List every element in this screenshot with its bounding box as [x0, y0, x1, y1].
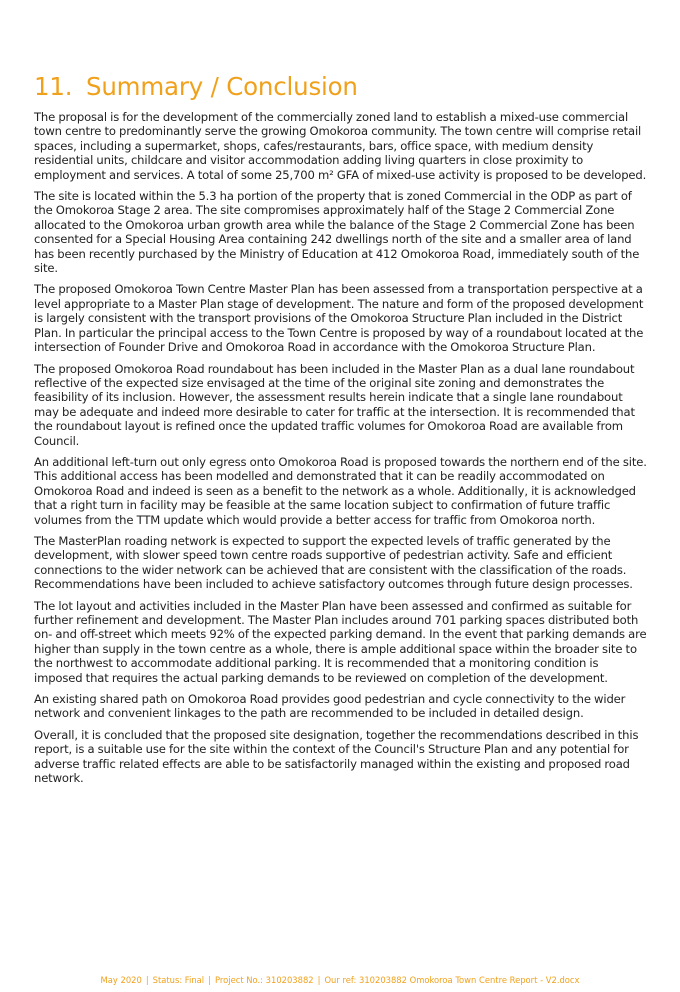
- paragraph-3: The proposed Omokoroa Town Centre Master Plan has been assessed from a transportation perspective at a level appropriate to a Master Plan stage of development. The nature and form of the proposed development is largely consistent with the transport provisions of the Omokoroa Structure Plan included in the District Plan. In particular the principal access to the Town Centre is proposed by way of a roundabout located at the intersection of Founder Drive and Omokoroa Road in accordance with the Omokoroa Structure Plan.: [34, 282, 644, 355]
- paragraph-6: The MasterPlan roading network is expected to support the expected levels of traffic generated by the development, with slower speed town centre roads supportive of pedestrian activity. Safe and efficient connections to the wider network can be achieved that are consistent with the classification of the roads. Recommendations have been included to achieve satisfactory outcomes through future design processes.: [34, 533, 633, 592]
- paragraph-1: The proposal is for the development of the commercially zoned land to establish a mixed-use commercial town centre to predominantly serve the growing Omokoroa community. The town centre will comprise retail spaces, including a supermarket, shops, cafes/restaurants, bars, office space, with medium density residential units, childcare and visitor accommodation adding living quarters in close proximity to employment and services. A total of some 25,700 m² GFA of mixed-use activity is proposed to be developed.: [34, 110, 647, 182]
- paragraph-7: The lot layout and activities included in the Master Plan have been assessed and confirmed as suitable for further refinement and development. The Master Plan includes around 701 parking spaces distributed both on- and off-street which meets 92% of the expected parking demand. In the event that parking demands are higher than supply in the town centre as a whole, there is ample additional space within the broader site to the northwest to accommodate additional parking. It is recommended that a monitoring condition is imposed that requires the actual parking demands to be reviewed on completion of the development.: [34, 598, 647, 685]
- page-footer: [0, 975, 680, 985]
- footer-project: Project No.: 310203882: [214, 975, 314, 985]
- document-page: [34, 70, 648, 792]
- section-heading: [34, 70, 648, 104]
- paragraph-4: The proposed Omokoroa Road roundabout has been included in the Master Plan as a dual lane roundabout reflective of the expected size envisaged at the time of the original site zoning and demonstrates the feasibility of its inclusion. However, the assessment results herein indicate that a single lane roundabout may be adequate and indeed more desirable to cater for traffic at the intersection. It is recommended that the roundabout layout is refined once the updated traffic volumes for Omokoroa Road are available from Council.: [34, 361, 635, 448]
- footer-separator: |: [208, 975, 211, 985]
- paragraph-8: An existing shared path on Omokoroa Road provides good pedestrian and cycle connectivity to the wider network and convenient linkages to the path are recommended to be included in detailed design.: [34, 692, 626, 721]
- footer-status: Status: Final: [152, 975, 205, 985]
- section-title: Summary / Conclusion: [86, 72, 358, 101]
- footer-separator: |: [317, 975, 321, 985]
- footer-date: May 2020: [100, 975, 142, 985]
- paragraph-2: The site is located within the 5.3 ha portion of the property that is zoned Commercial in the ODP as part of the Omokoroa Stage 2 area. The site compromises approximately half of the Stage 2 Commercial Zone allocated to the Omokoroa urban growth area while the balance of the Stage 2 Commercial Zone has been consented for a Special Housing Area containing 242 dwellings north of the site and a smaller area of land has been recently purchased by the Ministry of Education at 412 Omokoroa Road, immediately south of the site.: [34, 189, 640, 276]
- paragraph-9: Overall, it is concluded that the proposed site designation, together the recommendations described in this report, is a suitable use for the site within the context of the Council's Structure Plan and any potential for adverse traffic related effects are able to be satisfactorily managed within the existing and proposed road network.: [34, 727, 639, 786]
- footer-separator: |: [145, 975, 149, 985]
- paragraph-5: An additional left-turn out only egress onto Omokoroa Road is proposed towards the northern end of the site. This additional access has been modelled and demonstrated that it can be readily accommodated on Omokoroa Road and indeed is seen as a benefit to the network as a whole. Additionally, it is acknowledged that a right turn in facility may be feasible at the same location subject to confirmation of future traffic volumes from the TTM update which would provide a better access for traffic from Omokoroa north.: [34, 454, 647, 527]
- footer-ref: Our ref: 310203882 Omokoroa Town Centre Report - V2.docx: [324, 975, 580, 985]
- section-number: 11.: [34, 72, 73, 101]
